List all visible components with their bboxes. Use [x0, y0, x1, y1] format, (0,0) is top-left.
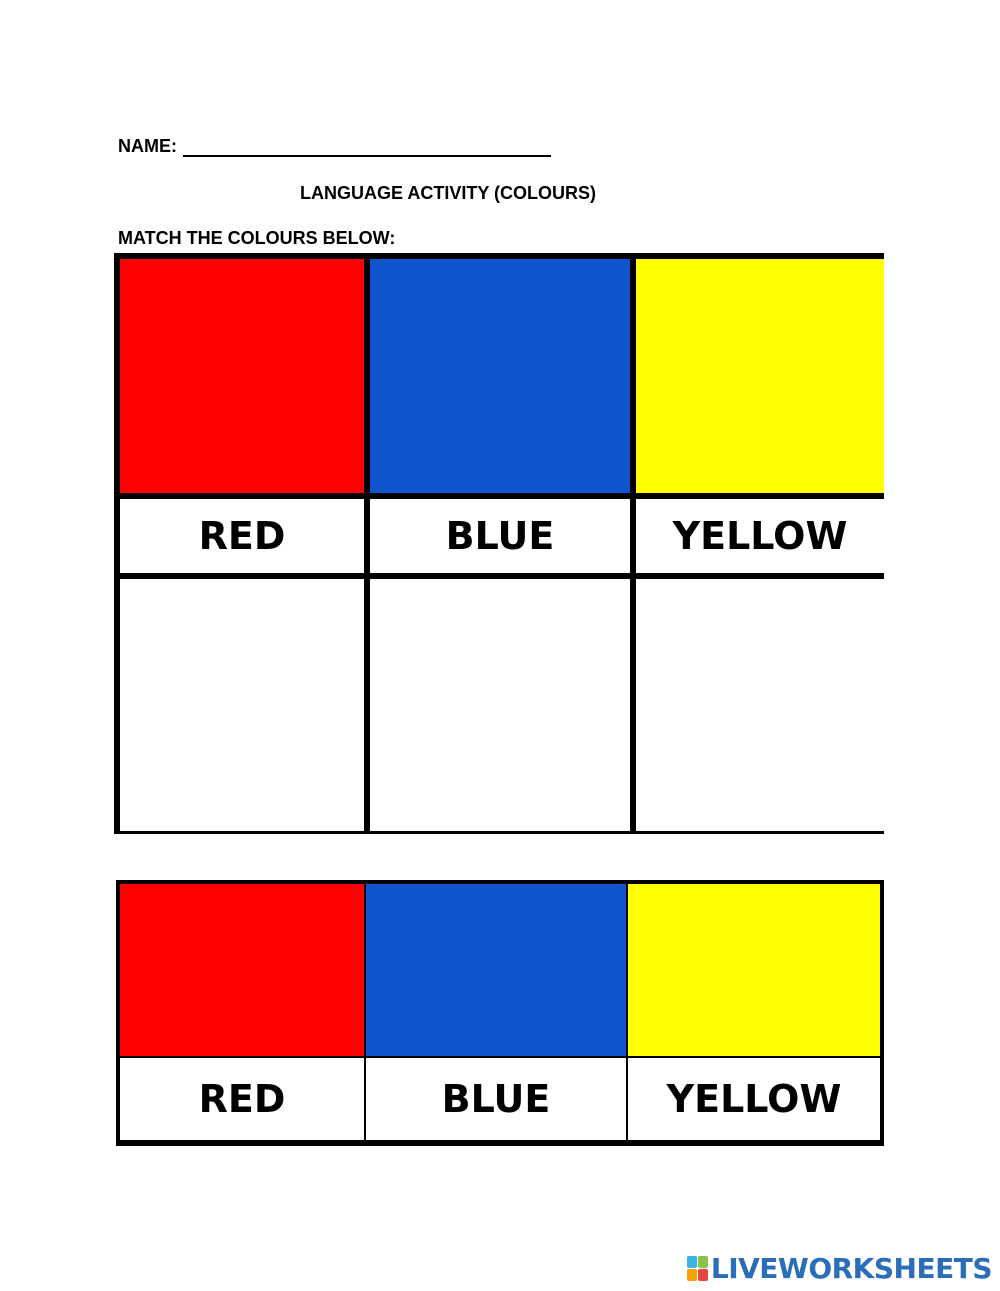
swatch-cell-yellow [636, 259, 884, 493]
card-swatch-red[interactable] [120, 884, 364, 1056]
name-input-line[interactable] [183, 137, 551, 157]
card-swatch-blue[interactable] [366, 884, 626, 1056]
label-yellow: YELLOW [636, 499, 884, 573]
liveworksheets-logo [687, 1252, 992, 1285]
card-label-red[interactable]: RED [120, 1058, 364, 1140]
instruction-text: MATCH THE COLOURS BELOW: [118, 228, 396, 248]
label-red: RED [120, 499, 364, 573]
name-row [118, 136, 551, 157]
blue-card-swatch[interactable] [366, 884, 626, 1056]
matching-table [114, 253, 884, 834]
liveworksheets-logo-icon [687, 1256, 708, 1281]
logo-text: LIVEWORKSHEETS [710, 1252, 992, 1285]
blue-swatch [370, 259, 630, 493]
colour-cards-table [116, 880, 884, 1146]
swatch-cell-blue [370, 259, 630, 493]
red-card-swatch[interactable] [120, 884, 364, 1056]
yellow-card-swatch[interactable] [628, 884, 880, 1056]
answer-drop-zone-red[interactable] [120, 579, 364, 831]
label-blue: BLUE [370, 499, 630, 573]
name-label: NAME: [118, 136, 177, 156]
swatch-cell-red [120, 259, 364, 493]
yellow-swatch [636, 259, 884, 493]
card-swatch-yellow[interactable] [628, 884, 880, 1056]
answer-drop-zone-blue[interactable] [370, 579, 630, 831]
card-label-blue[interactable]: BLUE [366, 1058, 626, 1140]
answer-drop-zone-yellow[interactable] [636, 579, 884, 831]
card-label-yellow[interactable]: YELLOW [628, 1058, 880, 1140]
worksheet-title: LANGUAGE ACTIVITY (COLOURS) [300, 183, 596, 203]
red-swatch [120, 259, 364, 493]
